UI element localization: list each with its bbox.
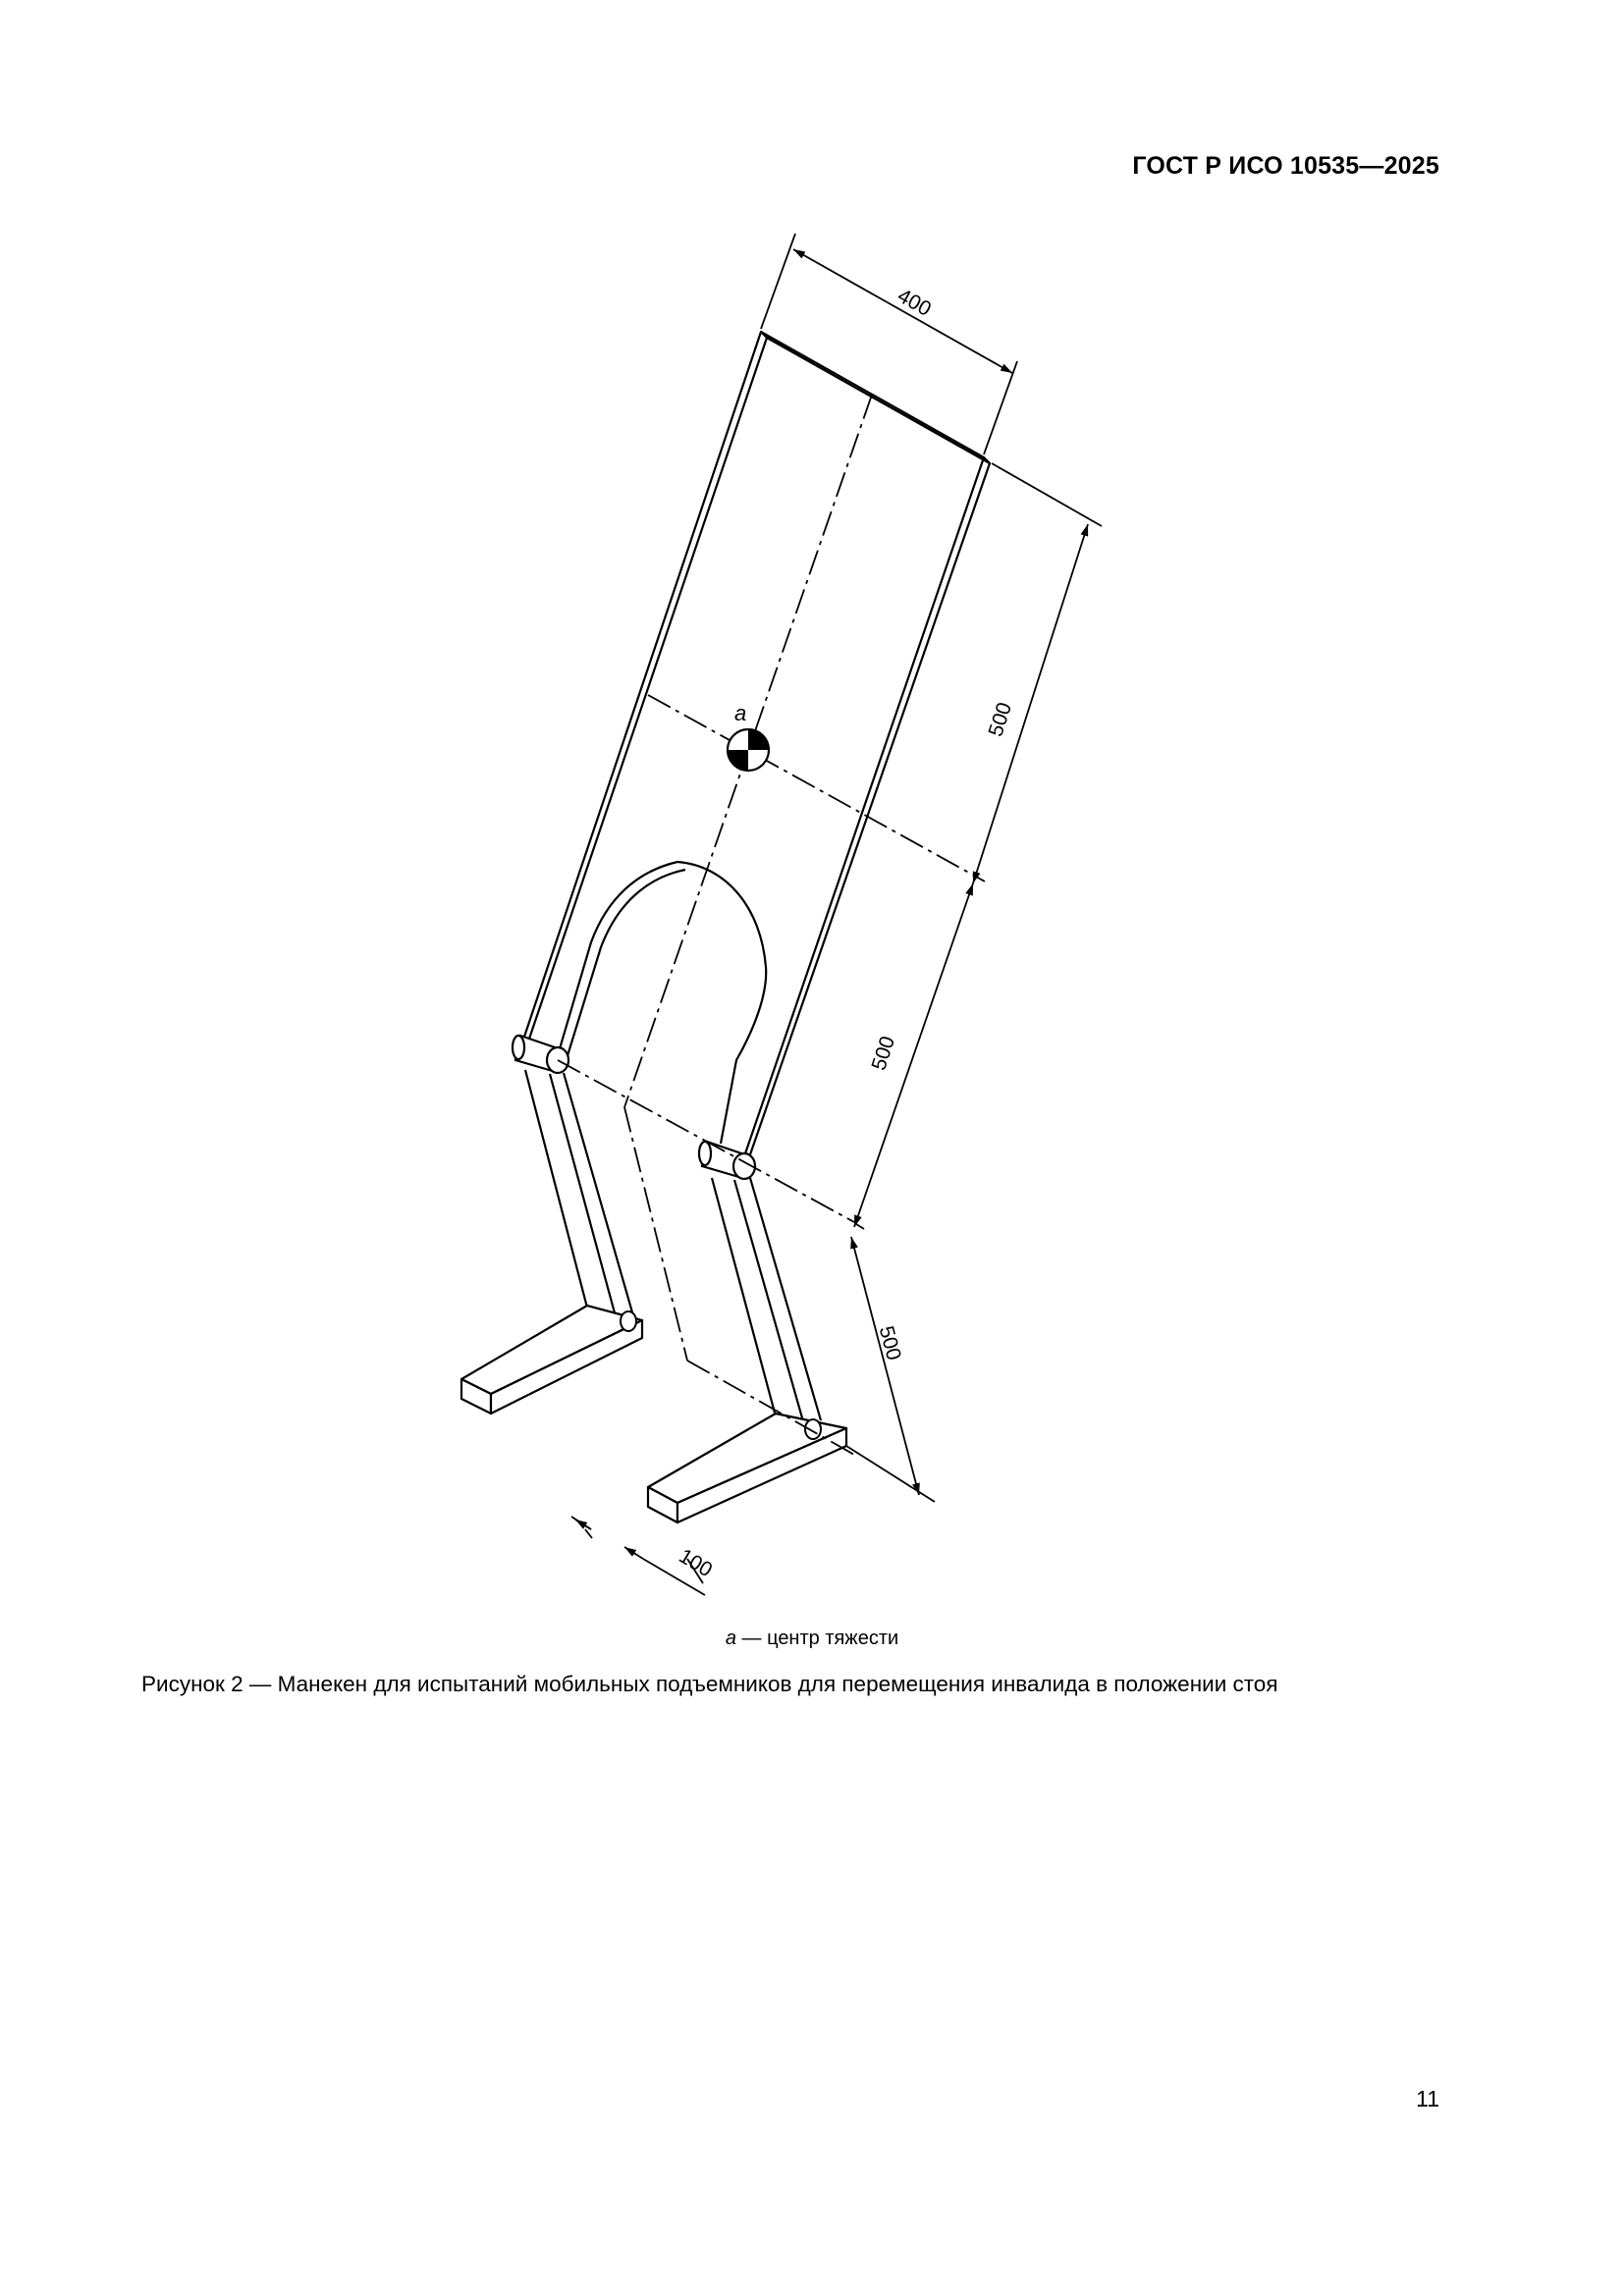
dim-500-upper: 500	[984, 699, 1017, 740]
dimension-texts	[675, 285, 1016, 1582]
cg-label: a	[734, 701, 747, 725]
dim-500-lower: 500	[874, 1323, 905, 1363]
feet	[461, 1306, 846, 1522]
figure-legend	[0, 1628, 1624, 1650]
dim-500-middle: 500	[867, 1033, 900, 1074]
figure-caption: Рисунок 2 — Манекен для испытаний мобильных подъемников для перемещения инвалида в положении стоя	[141, 1672, 1278, 1696]
page-number: 11	[1416, 2086, 1439, 2111]
dimension-lines	[571, 234, 1102, 1595]
legend-text: — центр тяжести	[735, 1628, 899, 1649]
dim-100: 100	[675, 1544, 717, 1582]
standard-designation: ГОСТ Р ИСО 10535—2025	[1132, 152, 1439, 180]
legend-key: a	[725, 1628, 736, 1649]
dim-400: 400	[893, 284, 936, 321]
center-lines	[558, 395, 985, 1456]
